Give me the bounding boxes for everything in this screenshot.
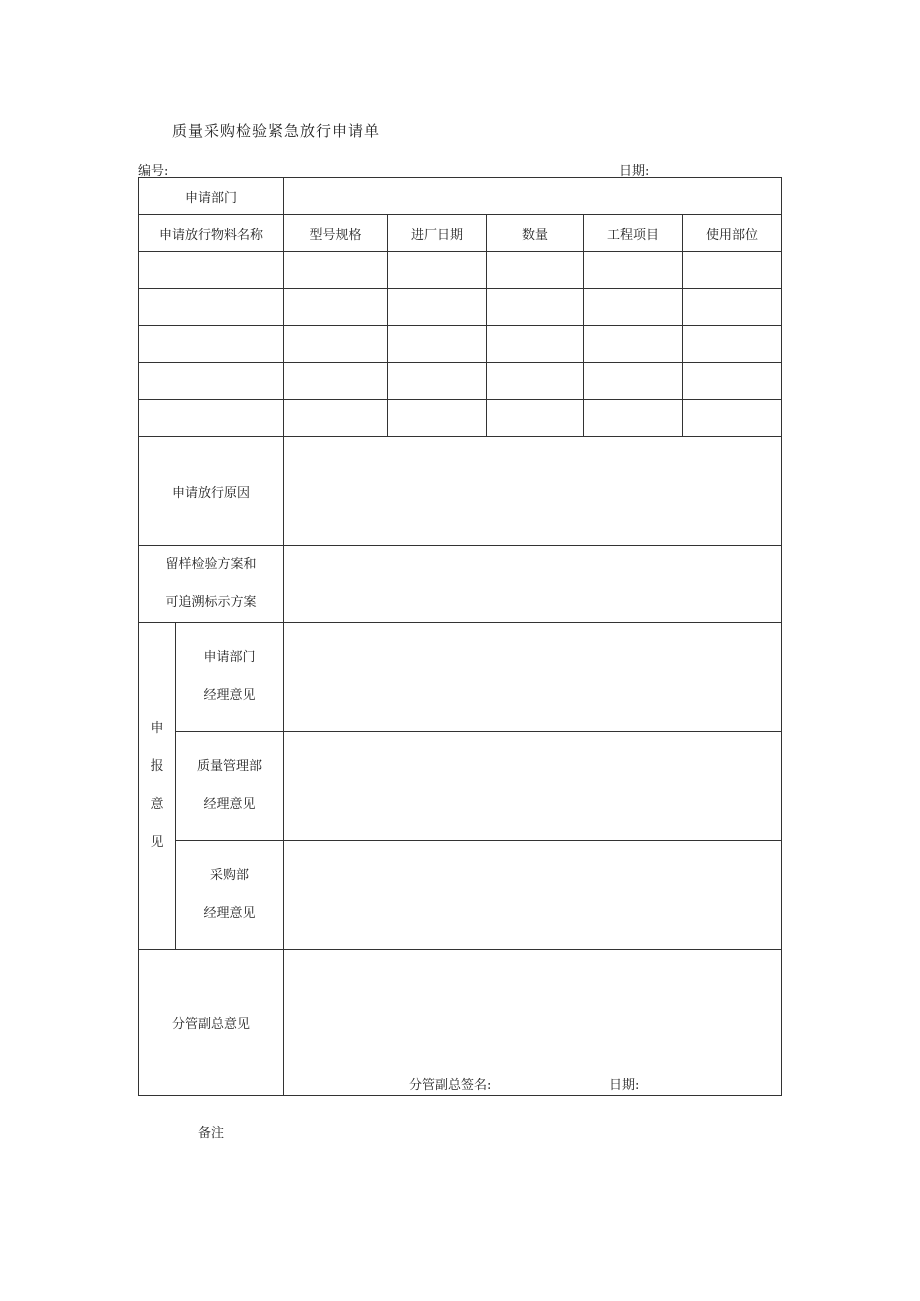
header-usage-location: 使用部位	[683, 215, 782, 252]
table-row	[139, 400, 782, 437]
remark-label: 备注	[198, 1126, 225, 1141]
quantity-cell[interactable]	[487, 252, 584, 289]
purchase-manager-label-line1: 采购部	[210, 868, 250, 883]
table-row	[139, 289, 782, 326]
purchase-manager-label-line2: 经理意见	[203, 906, 256, 921]
material-name-cell[interactable]	[139, 326, 284, 363]
material-name-cell[interactable]	[139, 363, 284, 400]
vp-date-label: 日期:	[609, 1078, 640, 1093]
opinion-char: 意	[150, 797, 164, 812]
opinion-char: 申	[150, 721, 164, 736]
entry-date-cell[interactable]	[388, 252, 487, 289]
opinion-group-label	[139, 623, 176, 950]
sample-plan-label-line1: 留样检验方案和	[165, 557, 257, 572]
dept-label-cell: 申请部门	[139, 178, 284, 215]
application-form-table	[138, 177, 782, 1096]
header-row	[139, 215, 782, 252]
dept-input-cell[interactable]	[284, 178, 782, 215]
purchase-manager-opinion-cell[interactable]	[284, 841, 782, 950]
project-cell[interactable]	[584, 326, 683, 363]
quantity-cell[interactable]	[487, 289, 584, 326]
project-cell[interactable]	[584, 400, 683, 437]
header-material-name: 申请放行物料名称	[139, 215, 284, 252]
opinion-char: 报	[150, 759, 164, 774]
header-entry-date: 进厂日期	[388, 215, 487, 252]
number-label: 编号:	[138, 164, 169, 179]
model-spec-cell[interactable]	[284, 252, 388, 289]
vp-opinion-cell[interactable]	[284, 950, 782, 1096]
form-title: 质量采购检验紧急放行申请单	[172, 122, 381, 140]
project-cell[interactable]	[584, 363, 683, 400]
header-model-spec: 型号规格	[284, 215, 388, 252]
vp-opinion-label-cell: 分管副总意见	[139, 950, 284, 1096]
project-cell[interactable]	[584, 289, 683, 326]
dept-manager-label-line2: 经理意见	[203, 688, 256, 703]
material-name-cell[interactable]	[139, 400, 284, 437]
project-cell[interactable]	[584, 252, 683, 289]
reason-input-cell[interactable]	[284, 437, 782, 546]
date-label: 日期:	[619, 164, 650, 179]
model-spec-cell[interactable]	[284, 400, 388, 437]
quality-manager-label-line2: 经理意见	[203, 797, 256, 812]
model-spec-cell[interactable]	[284, 326, 388, 363]
table-row	[139, 252, 782, 289]
purchase-manager-label-cell	[176, 841, 284, 950]
usage-location-cell[interactable]	[683, 400, 782, 437]
quality-manager-label-line1: 质量管理部	[197, 759, 263, 774]
sample-plan-label-line2: 可追溯标示方案	[165, 595, 257, 610]
sample-plan-label-cell	[139, 546, 284, 623]
material-name-cell[interactable]	[139, 289, 284, 326]
usage-location-cell[interactable]	[683, 326, 782, 363]
usage-location-cell[interactable]	[683, 289, 782, 326]
quality-manager-opinion-cell[interactable]	[284, 732, 782, 841]
quantity-cell[interactable]	[487, 363, 584, 400]
quality-manager-label-cell	[176, 732, 284, 841]
entry-date-cell[interactable]	[388, 289, 487, 326]
dept-manager-opinion-cell[interactable]	[284, 623, 782, 732]
dept-manager-label-line1: 申请部门	[203, 650, 256, 665]
table-row	[139, 363, 782, 400]
entry-date-cell[interactable]	[388, 363, 487, 400]
vp-signature-label: 分管副总签名:	[409, 1078, 492, 1093]
opinion-char: 见	[150, 835, 164, 850]
usage-location-cell[interactable]	[683, 363, 782, 400]
quantity-cell[interactable]	[487, 326, 584, 363]
model-spec-cell[interactable]	[284, 289, 388, 326]
dept-manager-label-cell	[176, 623, 284, 732]
entry-date-cell[interactable]	[388, 400, 487, 437]
quantity-cell[interactable]	[487, 400, 584, 437]
header-project: 工程项目	[584, 215, 683, 252]
table-row	[139, 326, 782, 363]
reason-label-cell: 申请放行原因	[139, 437, 284, 546]
usage-location-cell[interactable]	[683, 252, 782, 289]
sample-plan-input-cell[interactable]	[284, 546, 782, 623]
model-spec-cell[interactable]	[284, 363, 388, 400]
material-name-cell[interactable]	[139, 252, 284, 289]
entry-date-cell[interactable]	[388, 326, 487, 363]
header-quantity: 数量	[487, 215, 584, 252]
